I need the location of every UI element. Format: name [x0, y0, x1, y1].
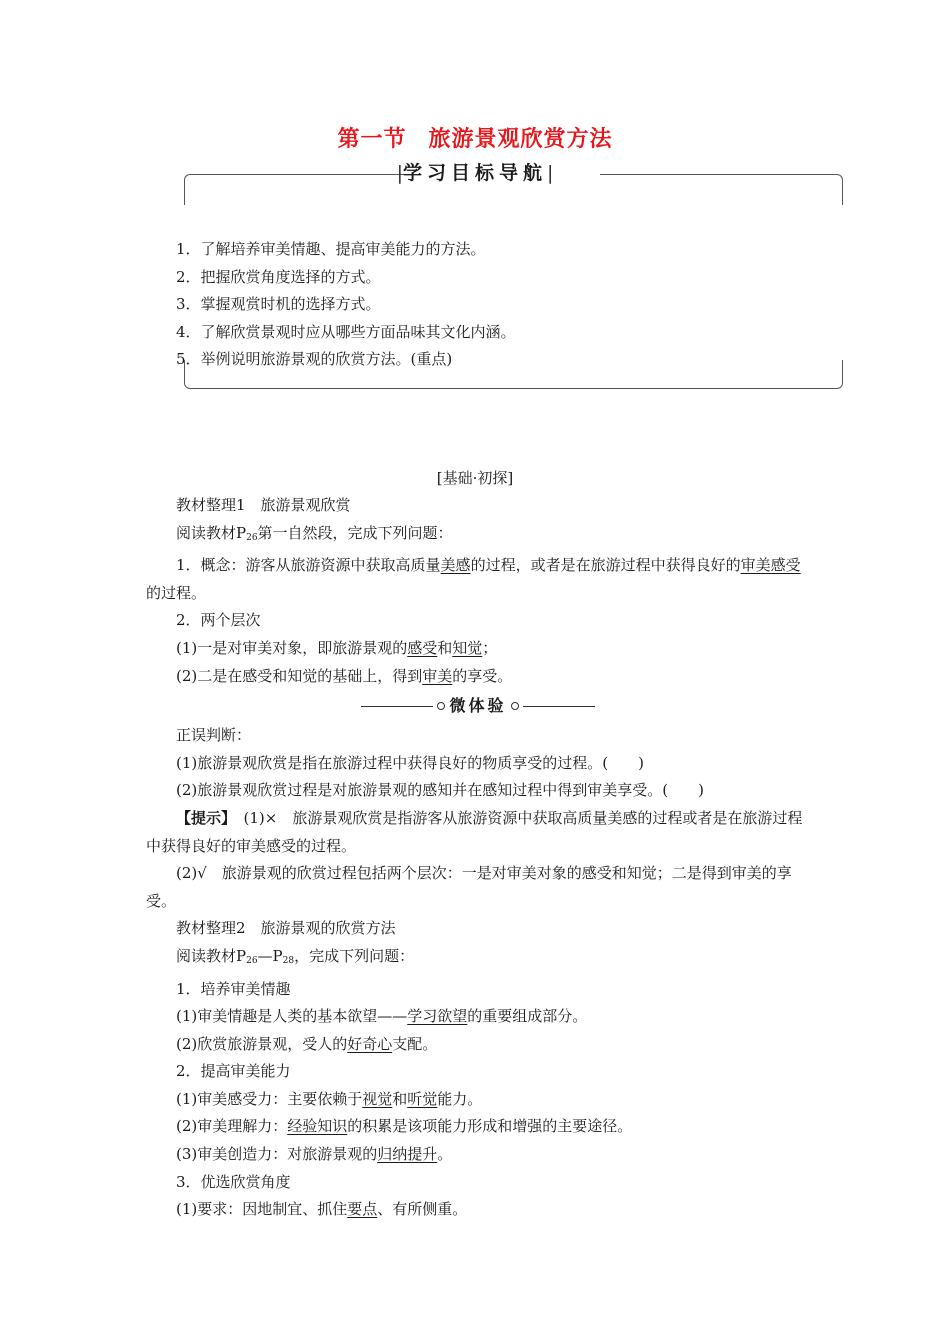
title-text: 旅游景观欣赏方法 — [428, 127, 613, 152]
part1-heading: 教材整理1 旅游景观欣赏 — [176, 496, 351, 514]
title-section-number: 第一节 — [337, 127, 407, 152]
item-3a: (1)要求：因地制宜、抓住要点、有所侧重。 — [176, 1200, 468, 1219]
item-1b: (2)欣赏旅游景观，受人的好奇心支配。 — [176, 1034, 438, 1053]
level-two: (2)二是在感受和知觉的基础上，得到审美的享受。 — [176, 666, 513, 685]
main-content — [146, 492, 810, 1224]
part2-reading-instruction: 阅读教材$P_{26}—P_{28}$，完成下列问题： — [176, 946, 415, 966]
page-title — [0, 122, 950, 153]
fill-answer: 听觉 — [407, 1089, 438, 1108]
hint-label: 【提示】 — [176, 808, 229, 827]
learning-goals-list — [176, 236, 516, 374]
goal-item: 2．把握欣赏角度选择的方式。 — [176, 267, 381, 286]
fill-answer: 学习欲望 — [407, 1007, 468, 1026]
item-2b: (2)审美理解力：经验知识的积累是该项能力形成和增强的主要途径。 — [176, 1117, 633, 1136]
goal-heading: |学习目标导航| — [396, 162, 554, 184]
fill-answer: 要点 — [347, 1200, 378, 1219]
subsection-3: 3．优选欣赏角度 — [176, 1172, 291, 1191]
hint-1: 【提示】 (1)× 旅游景观欣赏是指游客从旅游资源中获取高质量美感的过程或者是在旅游过程中获得良好的审美感受的过程。 — [146, 808, 803, 855]
subsection-2: 2．提高审美能力 — [176, 1062, 291, 1081]
fill-answer: 视觉 — [362, 1089, 393, 1108]
goal-item: 4．了解欣赏景观时应从哪些方面品味其文化内涵。 — [176, 322, 516, 341]
goal-box-bottom-border — [184, 360, 843, 389]
levels-heading: 2．两个层次 — [176, 611, 261, 630]
part2-heading: 教材整理2 旅游景观的欣赏方法 — [176, 919, 396, 938]
fill-answer: 审美 — [422, 666, 453, 685]
fill-answer: 好奇心 — [347, 1034, 393, 1053]
goal-item: 3．掌握观赏时机的选择方式。 — [176, 295, 381, 313]
fill-answer: 经验知识 — [287, 1117, 348, 1136]
item-2a: (1)审美感受力：主要依赖于视觉和听觉能力。 — [176, 1089, 483, 1108]
fill-answer: 归纳提升 — [377, 1145, 438, 1164]
part1-reading-instruction: 阅读教材$P_{26}$第一自然段，完成下列问题： — [176, 523, 453, 543]
subsection-1: 1．培养审美情趣 — [176, 979, 291, 998]
goal-item: 1．了解培养审美情趣、提高审美能力的方法。 — [176, 240, 486, 258]
level-one: (1)一是对审美对象，即旅游景观的感受和知觉； — [176, 638, 498, 657]
item-2c: (3)审美创造力：对旅游景观的归纳提升。 — [176, 1145, 453, 1164]
goal-item: 5．举例说明旅游景观的欣赏方法。(重点) — [176, 350, 453, 368]
hint-2: (2)√ 旅游景观的欣赏过程包括两个层次：一是对审美对象的感受和知觉；二是得到审美的享受。 — [146, 864, 792, 910]
question-2: (2)旅游景观欣赏过程是对旅游景观的感知并在感知过程中得到审美享受。( ) — [176, 781, 704, 800]
micro-experience-divider — [146, 692, 810, 720]
goal-heading-text: 学习目标导航 — [402, 162, 547, 184]
micro-experience-title: 微体验 — [449, 696, 507, 716]
item-1a: (1)审美情趣是人类的基本欲望——学习欲望的重要组成部分。 — [176, 1007, 588, 1026]
fill-answer: 感受 — [407, 638, 438, 657]
judge-label: 正误判断： — [176, 726, 252, 745]
question-1: (1)旅游景观欣赏是指在旅游过程中获得良好的物质享受的过程。( ) — [176, 753, 644, 772]
fill-answer: 审美感受 — [740, 556, 801, 575]
concept-paragraph: 1．概念：游客从旅游资源中获取高质量美感的过程，或者是在旅游过程中获得良好的审美感受的过程。 — [146, 556, 801, 602]
fill-answer: 知觉 — [452, 638, 483, 657]
fill-answer: 美感 — [440, 556, 471, 575]
section-tag: [基础·初探] — [436, 469, 514, 487]
